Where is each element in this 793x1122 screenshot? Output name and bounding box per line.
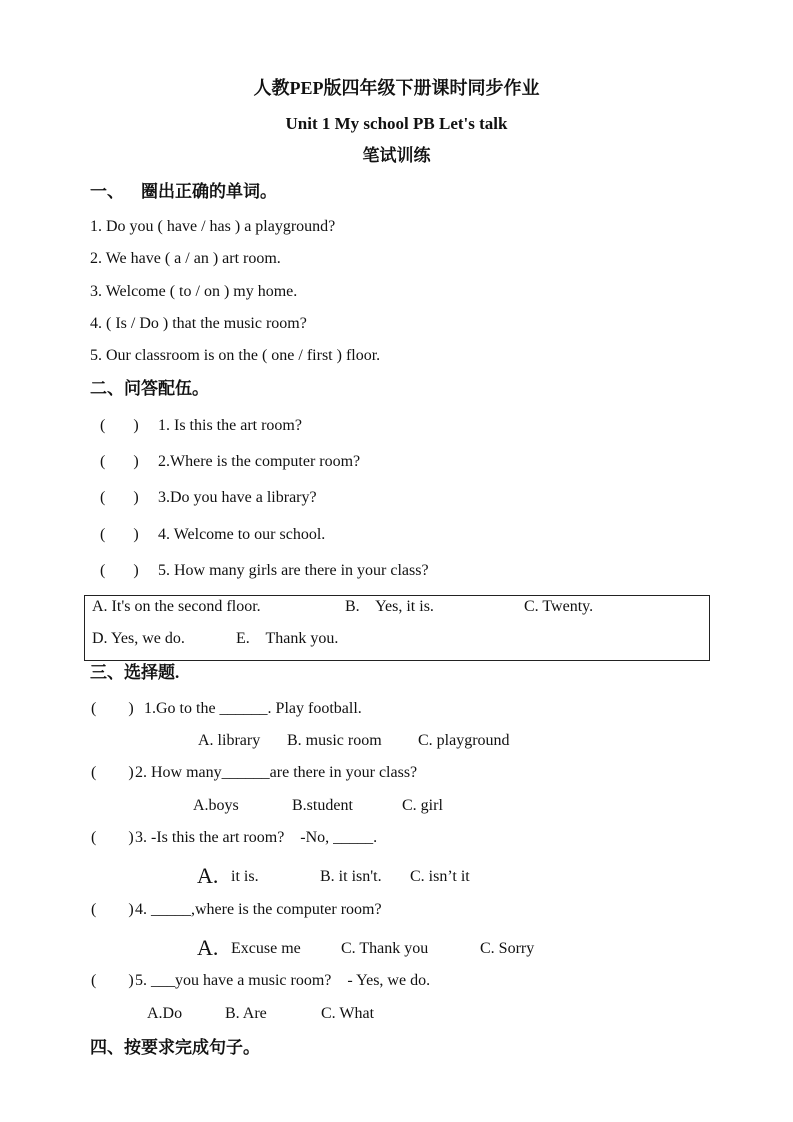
s3-q2-option-a: A.boys: [193, 797, 239, 814]
s3-q5-option-b: B. Are: [225, 1005, 267, 1022]
s1-item-5: 5. Our classroom is on the ( one / first ) floor.: [90, 347, 381, 364]
s3-q4-option-c: C. Sorry: [480, 940, 535, 957]
s3-q1-option-c: C. playground: [418, 732, 510, 749]
s3-q5-option-c: C. What: [321, 1005, 375, 1022]
s1-item-1: 1. Do you ( have / has ) a playground?: [90, 218, 336, 235]
page-title: 人教PEP版四年级下册课时同步作业: [253, 78, 540, 98]
s2-paren-1[interactable]: ( ): [100, 417, 139, 434]
s1-item-3: 3. Welcome ( to / on ) my home.: [90, 283, 298, 300]
s3-paren-3[interactable]: ( ): [91, 829, 134, 846]
page-heading: 笔试训练: [362, 146, 431, 165]
s2-paren-3[interactable]: ( ): [100, 489, 139, 506]
answer-b: B. Yes, it is.: [345, 598, 434, 615]
section-3-title: 三、选择题.: [90, 663, 180, 682]
s3-q4-option-a: Excuse me: [231, 940, 301, 957]
section-4-title: 四、按要求完成句子。: [90, 1038, 260, 1057]
s3-q4-stem: 4. _____,where is the computer room?: [135, 901, 382, 918]
s2-item-4: 4. Welcome to our school.: [158, 526, 326, 543]
answer-a: A. It's on the second floor.: [92, 598, 261, 615]
s3-q2-option-b: B.student: [292, 797, 353, 814]
section-1-title: 一、 圈出正确的单词。: [90, 182, 277, 201]
s3-q5-option-a: A.Do: [147, 1005, 183, 1022]
s3-q1-option-b: B. music room: [287, 732, 382, 749]
s3-q4-option-a-letter: A.: [197, 935, 219, 960]
s3-q3-option-a-letter: A.: [197, 863, 219, 888]
s3-q2-option-c: C. girl: [402, 797, 443, 814]
s3-q5-stem: 5. ___you have a music room? - Yes, we do.: [135, 972, 431, 989]
s3-q4-option-b: C. Thank you: [341, 940, 429, 957]
s3-q3-option-c: C. isn’t it: [410, 868, 470, 885]
s2-item-1: 1. Is this the art room?: [158, 417, 302, 434]
s2-paren-4[interactable]: ( ): [100, 526, 139, 543]
answer-c: C. Twenty.: [524, 598, 594, 615]
s3-paren-1[interactable]: ( ): [91, 700, 134, 717]
s3-q1-stem: 1.Go to the ______. Play football.: [144, 700, 362, 717]
s3-q3-stem: 3. -Is this the art room? -No, _____.: [135, 829, 378, 846]
s3-q1-option-a: A. library: [198, 732, 261, 749]
s1-item-4: 4. ( Is / Do ) that the music room?: [90, 315, 307, 332]
answer-d: D. Yes, we do.: [92, 630, 185, 647]
s3-q3-option-a: it is.: [231, 868, 259, 885]
s3-paren-4[interactable]: ( ): [91, 901, 134, 918]
s3-paren-5[interactable]: ( ): [91, 972, 134, 989]
s2-item-2: 2.Where is the computer room?: [158, 453, 361, 470]
answer-e: E. Thank you.: [236, 630, 339, 647]
s3-q2-stem: 2. How many______are there in your class?: [135, 764, 418, 781]
page-subtitle: Unit 1 My school PB Let's talk: [285, 114, 508, 133]
s2-item-3: 3.Do you have a library?: [158, 489, 317, 506]
section-2-title: 二、问答配伍。: [90, 379, 209, 398]
s3-paren-2[interactable]: ( ): [91, 764, 134, 781]
s1-item-2: 2. We have ( a / an ) art room.: [90, 250, 281, 267]
s2-paren-5[interactable]: ( ): [100, 562, 139, 579]
s2-item-5: 5. How many girls are there in your class?: [158, 562, 429, 579]
s3-q3-option-b: B. it isn't.: [320, 868, 382, 885]
s2-paren-2[interactable]: ( ): [100, 453, 139, 470]
